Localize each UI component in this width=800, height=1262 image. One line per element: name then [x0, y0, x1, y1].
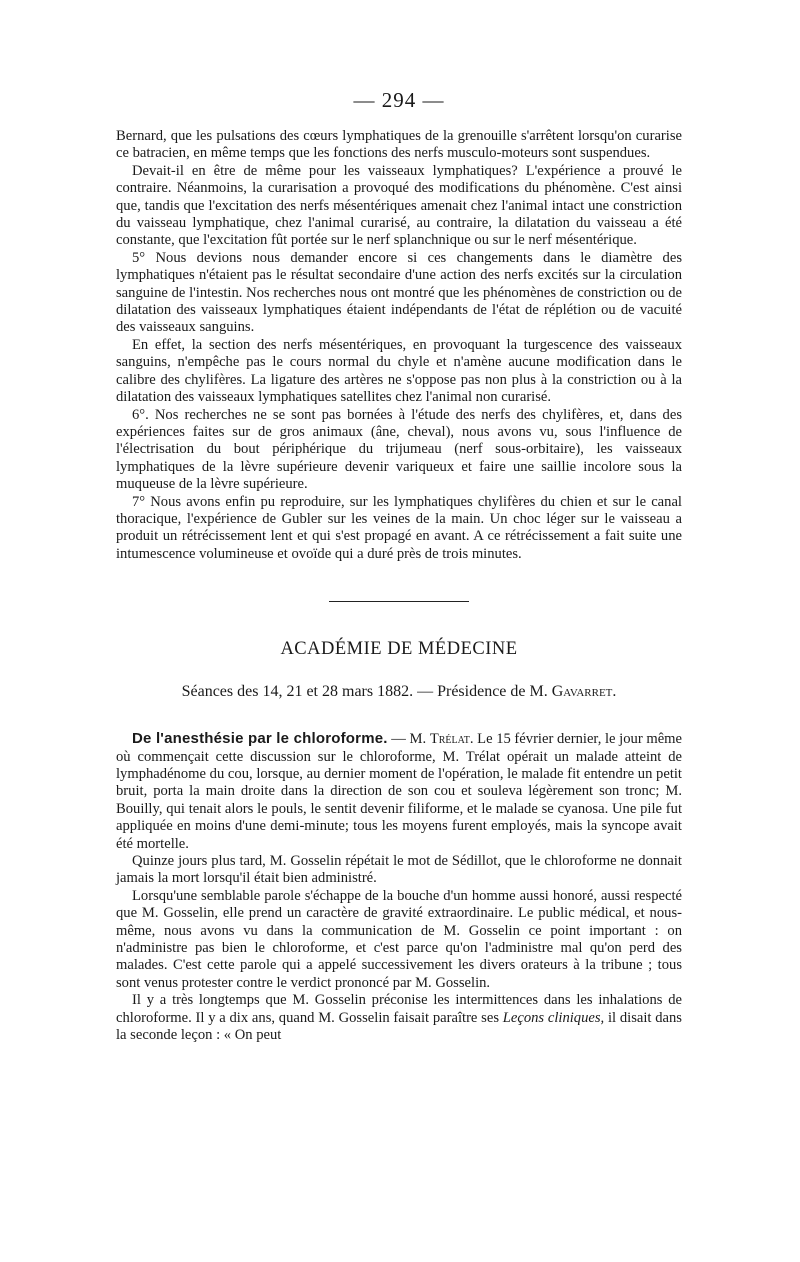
paragraph: 5° Nous devions nous demander encore si ces changements dans le diamètre des lymphatiques n'étaient pas le résultat secondaire d'une action des nerfs excités sur la circulation sanguine de l'intestin. Nos recherches nous ont montré que les phénomènes de constriction ou de dilatation des vaisseaux lymphatiques étaient indépendants de l'état de réplétion ou de vacuité des vaisseaux sanguins.	[116, 249, 682, 336]
paragraph: En effet, la section des nerfs mésentériques, en provoquant la turgescence des vaisseaux sanguins, n'empêche pas le cours normal du chyle et n'amène aucune modification dans le calibre des chylifères. La ligature des artères ne s'oppose pas non plus à la constriction ou à la dilatation des vaisseaux lymphatiques satellites chez l'animal non curarisé.	[116, 336, 682, 406]
speaker-name: Trélat.	[429, 731, 474, 748]
paragraph: Bernard, que les pulsations des cœurs lymphatiques de la grenouille s'arrêtent lorsqu'on curarise ce batracien, en même temps que les fonctions des nerfs musculo-moteurs sont suspendues.	[116, 128, 682, 162]
page-number: — 294 —	[353, 88, 445, 112]
section-divider	[329, 601, 469, 602]
paragraph-text: Le 15 février dernier, le jour même où commençait cette discussion sur le chloroforme, M. Trélat opérait un malade atteint de lymphadénome du cou, lorsque, au dernier moment de l'opération, le malade fit entendre un petit bruit, porta la main droite dans la direction de son cou et souleva légèrement son tronc; M. Bouilly, qui tenait alors le pouls, le sentit devenir filiforme, et le malade se cyanosa. Une pile fut appliquée en moins d'une demi-minute; tous les moyens furent employés, mais la syncope avait été mortelle.	[116, 731, 682, 852]
paragraph: Devait-il en être de même pour les vaisseaux lymphatiques? L'expérience a prouvé le contraire. Néanmoins, la curarisation a provoqué des modifications du phénomène. C'est ainsi que, tandis que l'excitation des nerfs mésentériques amenait chez l'animal intact une constriction du vaisseau lymphatique, chez l'animal curarisé, au contraire, la dilatation du vaisseau a été constante, que l'excitation fût portée sur le nerf splanchnique ou sur le nerf mésentérique.	[116, 162, 682, 249]
session-line	[116, 682, 682, 702]
paragraph: 7° Nous avons enfin pu reproduire, sur les lymphatiques chylifères du chien et sur le canal thoracique, l'expérience de Gubler sur les veines de la main. Un choc léger sur le vaisseau a produit un rétrécissement lent et qui s'est propagé en avant. A ce rétrécissement a fait suite une intumescence volumineuse et ovoïde qui a duré près de trois minutes.	[116, 493, 682, 562]
paragraph: Lorsqu'une semblable parole s'échappe de la bouche d'un homme aussi honoré, aussi respecté que M. Gosselin, elle prend un caractère de gravité extraordinaire. Le public médical, et nous-même, nous avons vu dans la communication de M. Gosselin ce point important : on n'administre pas bien le chloroforme, et c'est parce qu'on l'administre mal qu'on perd des malades. C'est cette parole qui a appelé successivement les divers orateurs à la tribune ; tous sont venus protester contre le verdict prononcé par M. Gosselin.	[116, 887, 682, 991]
president-name: Gavarret.	[551, 683, 617, 701]
section-title: ACADÉMIE DE MÉDECINE	[280, 639, 518, 660]
paragraph-text: il disait dans la seconde leçon : « On peut	[116, 1009, 682, 1044]
book-title: Leçons cliniques,	[502, 1009, 605, 1026]
dash-text: — M.	[387, 731, 430, 748]
paragraph: 6°. Nos recherches ne se sont pas bornées à l'étude des nerfs des chylifères, et, dans des expériences faites sur de gros animaux (âne, cheval), nous avons vu, sous l'influence de l'électrisation du bout périphérique du trijumeau (nerf sous-orbitaire), les vaisseaux lymphatiques de la lèvre supérieure devenir variqueux et faire une saillie incolore sous la muqueuse de la lèvre supérieure.	[116, 406, 682, 493]
document-page	[116, 88, 682, 1044]
paragraph: Quinze jours plus tard, M. Gosselin répétait le mot de Sédillot, que le chloroforme ne donnait jamais la mort lorsqu'il était bien administré.	[116, 853, 682, 887]
session-dates: Séances des 14, 21 et 28 mars 1882. — Présidence de M.	[181, 683, 548, 701]
topic-heading: De l'anesthésie par le chloroforme.	[132, 730, 388, 748]
anesthesia-first-paragraph	[116, 730, 682, 853]
paragraph-text: Il y a très longtemps que M. Gosselin préconise les intermittences dans les inhalations de chloroforme. Il y a dix ans, quand M. Gosselin faisait paraître ses	[116, 992, 682, 1026]
paragraph	[116, 992, 682, 1044]
